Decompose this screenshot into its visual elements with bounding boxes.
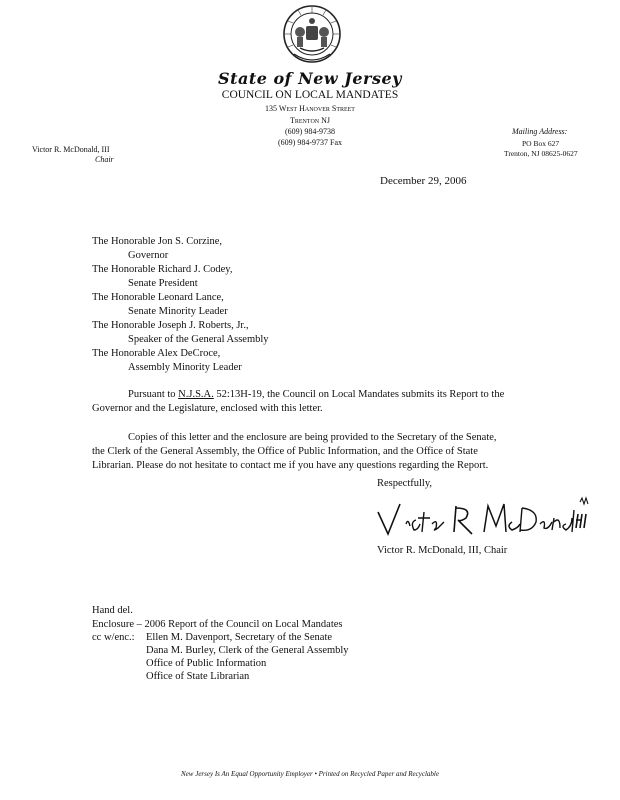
mailing-label: Mailing Address: <box>512 127 568 136</box>
addressee-role: Speaker of the General Assembly <box>128 334 269 345</box>
paragraph-2-line-3: Librarian. Please do not hesitate to contact me if you have any questions regarding the Report. <box>92 460 489 471</box>
addressee-name: The Honorable Leonard Lance, <box>92 292 224 303</box>
cc-recipient: Office of State Librarian <box>146 671 250 682</box>
cc-label: cc w/enc.: <box>92 632 135 643</box>
paragraph-1-pre: Pursuant to <box>128 389 179 400</box>
letter-date: December 29, 2006 <box>380 175 467 187</box>
addressee-name: The Honorable Joseph J. Roberts, Jr., <box>92 320 249 331</box>
statute-reference: N.J.S.A. <box>178 389 214 400</box>
paragraph-2-line-2: the Clerk of the General Assembly, the Office of Public Information, and the Office of State <box>92 446 478 457</box>
closing: Respectfully, <box>377 478 433 489</box>
mailing-city: Trenton, NJ 08625-0627 <box>504 149 578 158</box>
chair-title: Chair <box>95 155 114 164</box>
addressee-role: Senate Minority Leader <box>128 306 228 317</box>
handwritten-signature <box>372 494 592 538</box>
state-seal-logo <box>282 4 342 68</box>
paragraph-1-rest: 52:13H-19, the Council on Local Mandates submits its Report to the <box>213 389 505 400</box>
city-address: Trenton NJ <box>290 116 330 125</box>
cc-recipient: Office of Public Information <box>146 658 267 669</box>
addressee-role: Governor <box>128 250 169 261</box>
footer-bullet: • <box>314 770 317 778</box>
mailing-po-box: PO Box 627 <box>522 139 560 148</box>
enclosure-note: Enclosure – 2006 Report of the Council on Local Mandates <box>92 619 343 630</box>
phone-number: (609) 984-9738 <box>285 127 335 136</box>
signer-name: Victor R. McDonald, III, Chair <box>377 545 508 556</box>
cc-recipient: Ellen M. Davenport, Secretary of the Senate <box>146 632 333 643</box>
paragraph-2-line-1: Copies of this letter and the enclosure are being provided to the Secretary of the Senate, <box>128 432 497 443</box>
council-name: COUNCIL ON LOCAL MANDATES <box>221 89 399 101</box>
addressee-name: The Honorable Richard J. Codey, <box>92 264 233 275</box>
paragraph-1-line-1 <box>128 389 504 400</box>
street-address: 135 West Hanover Street <box>265 104 355 113</box>
cc-recipient: Dana M. Burley, Clerk of the General Assembly <box>146 645 349 656</box>
state-title: State of New Jersey <box>218 69 402 88</box>
addressee-role: Assembly Minority Leader <box>128 362 242 373</box>
chair-name: Victor R. McDonald, III <box>32 145 110 154</box>
footer <box>0 770 620 778</box>
addressee-name: The Honorable Alex DeCroce, <box>92 348 221 359</box>
footer-employer: New Jersey Is An Equal Opportunity Employer <box>181 770 313 778</box>
addressee-name: The Honorable Jon S. Corzine, <box>92 236 223 247</box>
footer-recycled: Printed on Recycled Paper and Recyclable <box>318 770 439 778</box>
hand-delivery: Hand del. <box>92 605 133 616</box>
addressee-role: Senate President <box>128 278 198 289</box>
paragraph-1-line-2: Governor and the Legislature, enclosed with this letter. <box>92 403 323 414</box>
fax-number: (609) 984-9737 Fax <box>278 138 342 147</box>
